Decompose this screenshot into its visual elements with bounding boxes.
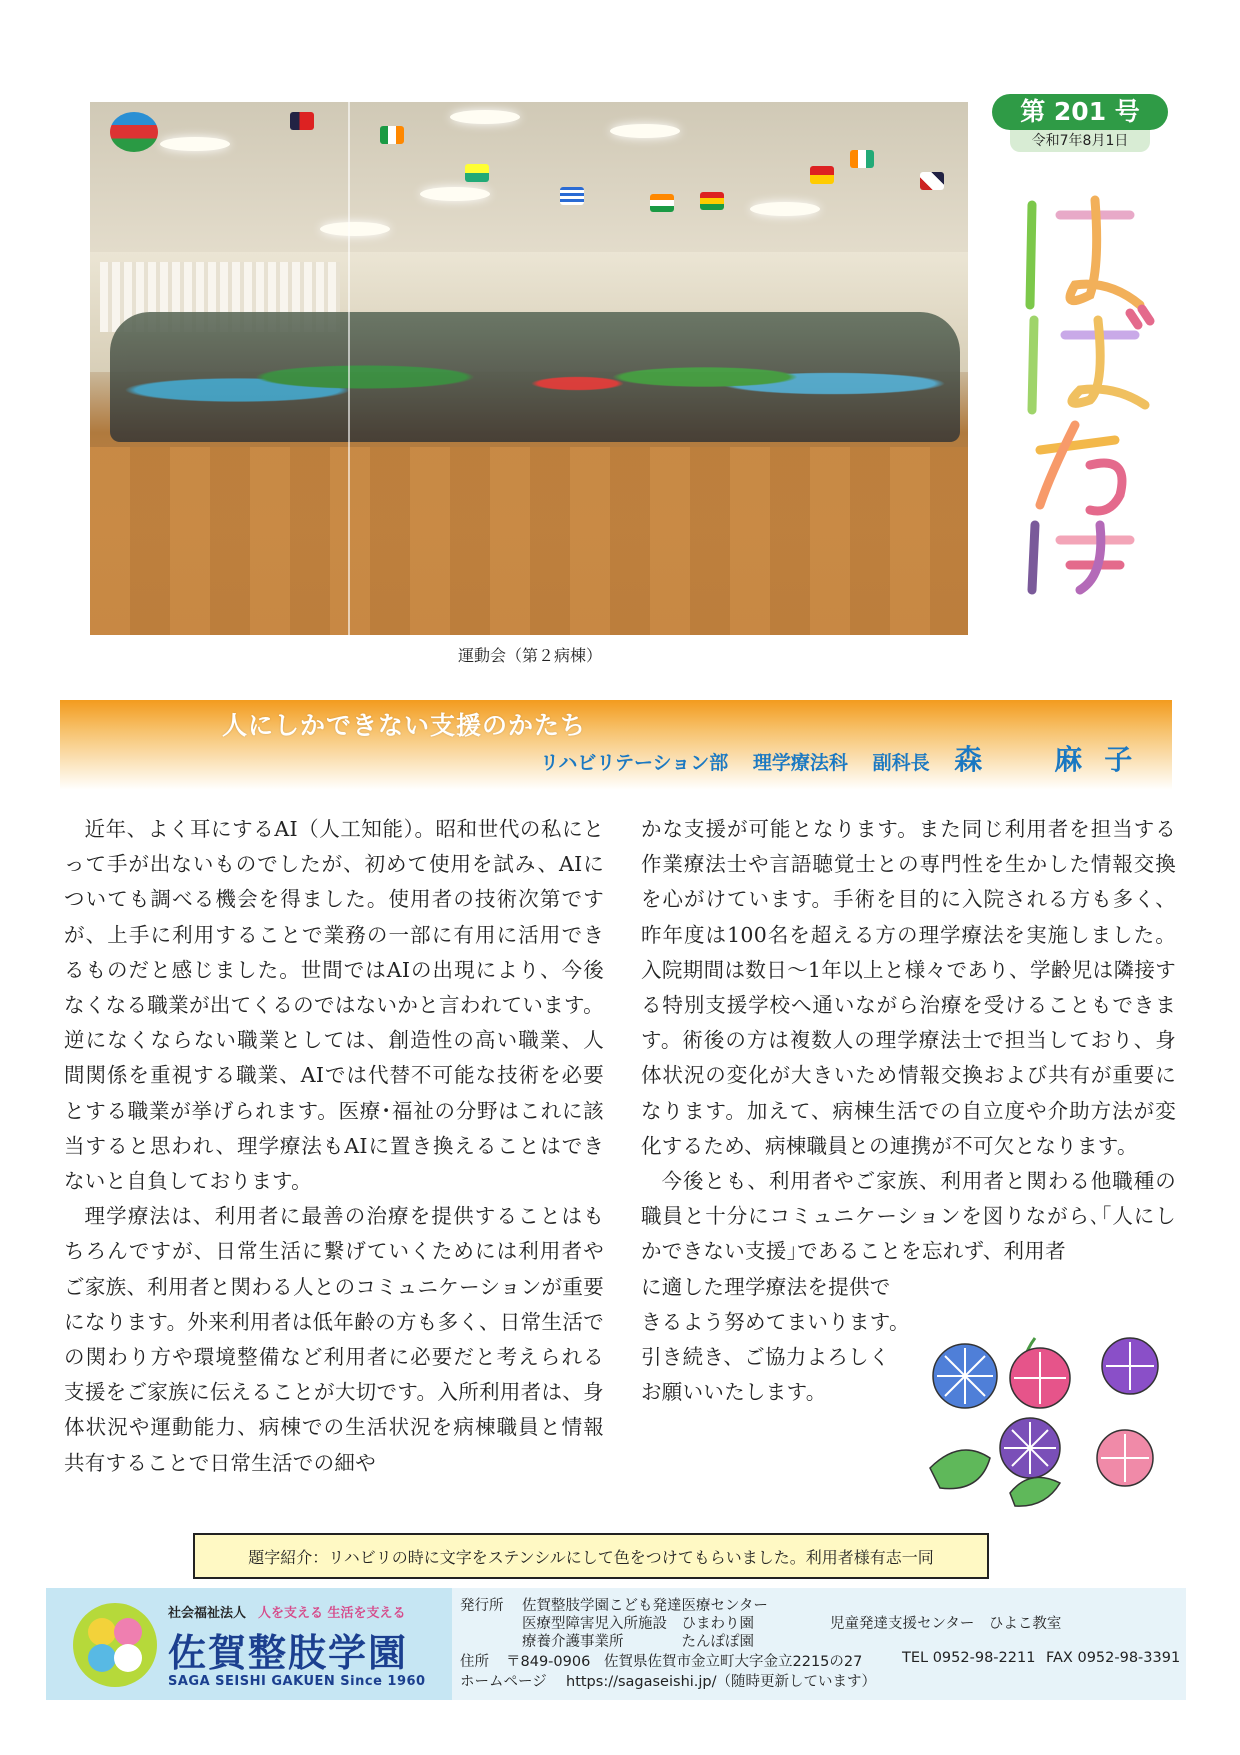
article-closing-line: お願いいたします。 [641,1380,827,1405]
publisher-line: 児童発達支援センター ひよこ教室 [830,1616,1062,1632]
publisher-line: 佐賀整肢学園こども発達医療センター [522,1598,768,1614]
address: 佐賀県佐賀市金立町大字金立2215の27 [604,1654,863,1670]
fax: FAX 0952-98-3391 [1046,1650,1181,1666]
clover-logo-icon [72,1602,158,1688]
article-closing-line: に適した理学療法を提供で [641,1274,891,1299]
org-name: 佐賀整肢学園 [168,1631,409,1675]
footer [46,1588,1186,1700]
title-art-note: 題字紹介：リハビリの時に文字をステンシルにして色をつけてもらいました。利用者様有志一同 [193,1533,989,1579]
article-paragraph: 今後とも、利用者やご家族、利用者と関わる他職種の職員と十分にコミュニケーションを図りながら､｢人にしかできない支援｣であることを忘れず、利用者 [641,1169,1176,1264]
telephone: TEL 0952-98-2211 [902,1650,1036,1666]
homepage-label: ホームページ [460,1674,547,1690]
author-section: 理学療法科 [752,752,848,774]
org-tagline: 人を支える 生活を支える [258,1606,406,1621]
article-title: 人にしかできない支援のかたち [222,711,587,740]
postal-code: 〒849-0906 [506,1654,591,1670]
publisher-line: 療養介護事業所 たんぽぽ園 [522,1634,754,1650]
article-author [540,738,1154,778]
article-closing-line: きるよう努めてまいります。 [641,1309,910,1334]
homepage-link[interactable]: https://sagaseishi.jp/（随時更新しています） [566,1674,877,1690]
event-photo [90,102,968,635]
issue-number-badge: 第 201 号 [992,94,1168,130]
publisher-line: 医療型障害児入所施設 ひまわり園 [522,1616,754,1632]
logo-panel [46,1588,452,1700]
author-role: 副科長 [872,752,930,774]
article-paragraph: かな支援が可能となります。また同じ利用者を担当する作業療法士や言語聴覚士との専門性を生かした情報交換を心がけています。手術を目的に入院される方も多く、昨年度は100名を超える方の理学療法を実施しました。入院期間は数日～1年以上と様々であり、学齢児は隣接する特別支援学校へ通いながら治療を受けることもできます。術後の方は複数人の理学療法士で担当しており、身体状況の変化が大きいため情報交換および共有が重要になります。加えて、病棟生活での自立度や介助方法が変化するため、病棟職員との連携が不可欠となります。 [641,817,1176,1158]
article-closing-line: 引き続き、ご協力よろしく [641,1345,890,1370]
article-column-left [64,812,604,1481]
author-department: リハビリテーション部 [540,752,729,774]
morning-glory-illustration [920,1318,1160,1508]
address-label: 住所 [460,1654,489,1670]
issue-date: 令和7年8月1日 [1010,130,1150,152]
org-type: 社会福祉法人 [168,1606,247,1621]
title-calligraphy-image [1020,195,1160,595]
article-paragraph: 理学療法は、利用者に最善の治療を提供することはもちろんですが、日常生活に繋げていくためには利用者やご家族、利用者と関わる人とのコミュニケーションが重要になります。外来利用者は低年齢の方も多く、日常生活での関わり方や環境整備など利用者に必要だと考えられる支援をご家族に伝えることが大切です。入所利用者は、身体状況や運動能力、病棟での生活状況を病棟職員と情報共有することで日常生活での細や [64,1204,604,1475]
article-paragraph: 近年、よく耳にするAI（人工知能）。昭和世代の私にとって手が出ないものでしたが、初めて使用を試み、AIについても調べる機会を得ました。使用者の技術次第ですが、上手に利用することで業務の一部に有用に活用できるものだと感じました。世間ではAIの出現により、今後なくなる職業が出てくるのではないかと言われています。逆になくならない職業としては、創造性の高い職業、人間関係を重視する職業、AIでは代替不可能な技術を必要とする職業が挙げられます。医療･福祉の分野はこれに該当すると思われ、理学療法もAIに置き換えることはできないと自負しております。 [64,817,604,1194]
author-name: 森 麻子 [954,743,1155,776]
photo-caption: 運動会（第２病棟） [457,646,602,665]
org-romaji: SAGA SEISHI GAKUEN Since 1960 [168,1674,426,1689]
publisher-label: 発行所 [460,1598,504,1614]
